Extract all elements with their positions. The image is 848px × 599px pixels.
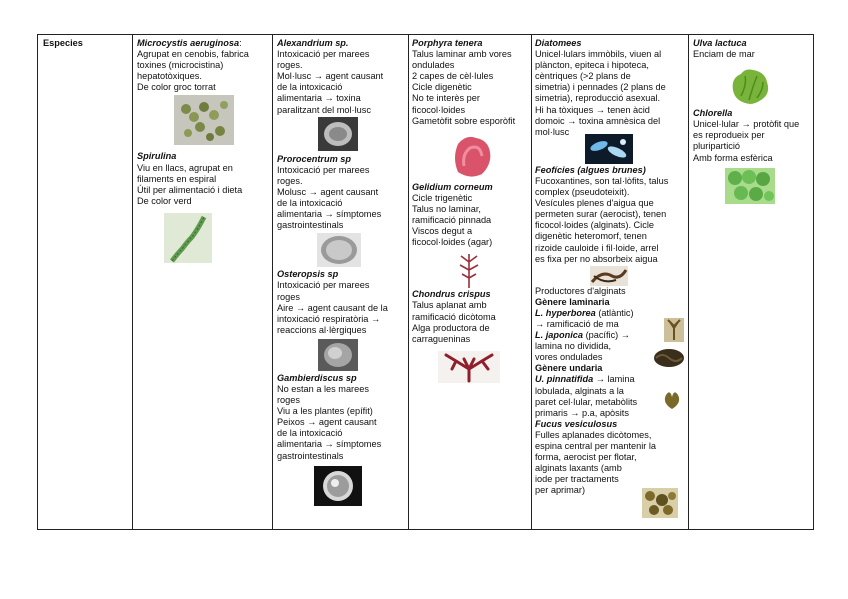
brown-line: complex (pseudoteixit). [535, 187, 630, 198]
dino-line: roges [277, 395, 300, 406]
brown-line: Vesícules plenes d'aigua que [535, 198, 654, 209]
fucus-line: espina central per mantenir la [535, 441, 657, 451]
pinnatifida-line: paret cel·lular, metabòlits [535, 396, 638, 407]
cyano-line: De color verd [137, 195, 192, 206]
diatom-line: Unicel·lulars immòbils, viuen al [535, 49, 662, 60]
microcystis-title: Microcystis aeruginosa [137, 38, 240, 48]
red-line: Cicle digenètic [412, 82, 472, 93]
diatom-line: mol·lusc [535, 126, 570, 137]
fucus-line: per aprimar) [535, 485, 586, 496]
osteropsis-photo [318, 339, 358, 371]
brown-line: es fixa per no absorbeix aigua [535, 253, 658, 264]
red-line: ficocol·loides (agar) [412, 237, 493, 248]
producers-label: Productores d'alginats [535, 285, 626, 296]
porphyra-photo [448, 130, 496, 180]
fucus-line: forma, aerocist per flotar, [535, 452, 637, 463]
fucus-line: Fulles aplanades dicòtomes, [535, 429, 652, 440]
red-line: Cicle trigenètic [412, 192, 473, 203]
column-divider [408, 35, 409, 529]
diatom-line: simetria) i pennades (2 plans de [535, 82, 666, 93]
red-line: Gametòfit sobre esporòfit [412, 115, 516, 126]
genus-undaria: Gènere undaria [535, 363, 603, 374]
column-divider [531, 35, 532, 529]
fucus-photo [642, 488, 678, 518]
diatomees-title: Diatomees [535, 38, 582, 48]
hyperborea-text: (atlàntic) [598, 307, 634, 318]
fucus-line: iode per tractaments [535, 474, 619, 485]
dino-line: roges. [277, 175, 303, 186]
diatom-line: plàncton, epiteca i hipoteca, [535, 60, 649, 71]
red-line: Talus no laminar, [412, 203, 481, 214]
green-line: es reprodueix per [693, 130, 765, 141]
ulva-photo [727, 66, 773, 106]
dino-line: Intoxicació per marees [277, 49, 370, 60]
brown-line: digenètic heteromorf, tenen [535, 231, 647, 242]
red-line: Talus laminar amb vores [412, 49, 512, 60]
diatom-line: cèntriques (>2 plans de [535, 71, 631, 82]
pinnatifida-title: U. pinnatifida [535, 374, 594, 385]
genus-laminaria: Gènere laminaria [535, 296, 610, 307]
prorocentrum-title: Prorocentrum sp [277, 153, 352, 164]
green-line: Enciam de mar [693, 49, 755, 60]
gelidium-photo [454, 250, 484, 288]
gambierdiscus-photo [314, 466, 362, 506]
brown-alga-photo [590, 266, 628, 286]
cyano-line: De color groc torrat [137, 82, 216, 93]
red-line: 2 capes de cèl·lules [412, 71, 494, 82]
dino-line: alimentaria → símptomes [277, 209, 382, 220]
microcystis-photo [174, 95, 234, 145]
brown-line: ficocol·loides (alginats). Cicle [535, 220, 654, 231]
cyano-line: Útil per alimentació i dieta [137, 184, 243, 195]
green-line: pluripartició [693, 141, 740, 152]
diatom-photo [585, 134, 633, 164]
dino-line: paralitzant del mol·lusc [277, 104, 371, 115]
dino-line: Peixos → agent causant [277, 417, 377, 428]
dino-line: roges. [277, 60, 303, 71]
fucus-line: alginats laxants (amb [535, 463, 622, 474]
brown-line: permeten surar (aerocist), tenen [535, 209, 667, 220]
laminaria-hyperborea-photo [664, 318, 684, 342]
column-divider [272, 35, 273, 529]
green-line: Amb forma esfèrica [693, 152, 773, 163]
dino-line: Mol·lusc → agent causant [277, 71, 384, 82]
title-suffix: : [239, 38, 242, 48]
cyanobacteria-column [137, 38, 270, 263]
spirulina-title: Spirulina [137, 151, 177, 162]
column-divider [688, 35, 689, 529]
red-line: ondulades [412, 60, 455, 71]
fucus-title: Fucus vesiculosus [535, 418, 618, 429]
red-line: Viscos degut a [412, 226, 473, 237]
diatom-line: domoic → toxina amnèsica del [535, 115, 661, 126]
cyano-line: Agrupat en cenobis, fabrica [137, 49, 249, 60]
hyperborea-title: L. hyperborea [535, 307, 596, 318]
diatom-line: Hi ha tòxiques → tenen àcid [535, 104, 650, 115]
red-line: ramificació pinnada [412, 215, 492, 226]
red-line: Alga productora de [412, 322, 490, 333]
dino-line: gastrointestinals [277, 220, 344, 231]
brown-line: rizoide cauloide i fil·loide, arrel [535, 242, 659, 253]
cyano-line: hepatotòxiques. [137, 71, 202, 82]
diatom-brown-column [535, 38, 687, 496]
alexandrium-title: Alexandrium sp. [277, 38, 349, 48]
chondrus-title: Chondrus crispus [412, 289, 491, 300]
dino-line: Intoxicació per marees [277, 280, 370, 291]
gelidium-title: Gelidium corneum [412, 181, 493, 192]
dino-line: reaccions al·lèrgiques [277, 324, 367, 335]
green-line: Unicel·lular → protòfit que [693, 119, 800, 130]
ulva-title: Ulva lactuca [693, 38, 747, 48]
dino-line: Intoxicació per marees [277, 164, 370, 175]
dino-line: de la intoxicació [277, 428, 343, 439]
pinnatifida-text: → lamina [595, 374, 635, 385]
dino-line: Aire → agent causant de la [277, 302, 388, 313]
feoficies-title: Feofícies (algues brunes) [535, 164, 646, 175]
header-especies: Especies [43, 38, 83, 48]
laminaria-japonica-photo [652, 346, 686, 370]
hyperborea-line: → ramificació de ma [535, 318, 619, 329]
cyano-line: toxines (microcistina) [137, 60, 224, 71]
osteropsis-title: Osteropsis sp [277, 269, 339, 280]
dino-line: de la intoxicació [277, 82, 343, 93]
pinnatifida-line: primaris → p.a, apòsits [535, 407, 629, 418]
diatom-line: simetria), reproducció asexual. [535, 93, 661, 104]
dino-line: alimentaria → símptomes [277, 439, 382, 450]
cyano-line: filaments en espiral [137, 173, 217, 184]
header-column [43, 38, 129, 49]
pinnatifida-row [535, 374, 687, 385]
red-line: No te interès per [412, 93, 480, 104]
red-line: ficocol·loides [412, 104, 466, 115]
dinoflagellate-column [277, 38, 407, 506]
prorocentrum-photo [317, 233, 361, 267]
column-divider [132, 35, 133, 529]
spirulina-photo [164, 213, 212, 263]
gambierdiscus-title: Gambierdiscus sp [277, 372, 357, 383]
japonica-text: (pacífic) → [585, 330, 630, 341]
dino-line: de la intoxicació [277, 198, 343, 209]
japonica-title: L. japonica [535, 330, 583, 341]
dino-line: gastrointestinals [277, 450, 344, 461]
brown-line: Fucoxantines, son tal·lòfits, talus [535, 175, 669, 186]
alexandrium-photo [318, 117, 358, 151]
porphyra-title: Porphyra tenera [412, 38, 483, 48]
pinnatifida-line: lobulada, alginats a la [535, 385, 624, 396]
dino-line: intoxicació respiratòria → [277, 313, 381, 324]
green-algae-column [693, 38, 813, 204]
japonica-line: lamina no dividida, [535, 341, 612, 352]
chlorella-title: Chlorella [693, 108, 733, 119]
japonica-line: vores ondulades [535, 352, 603, 363]
dino-line: No estan a les marees [277, 383, 369, 394]
dino-line: Viu a les plantes (epífit) [277, 406, 373, 417]
dino-line: alimentaria → toxina [277, 93, 361, 104]
red-line: carragueninas [412, 333, 471, 344]
species-table [37, 34, 814, 530]
red-algae-column [412, 38, 530, 383]
chlorella-photo [725, 168, 775, 204]
red-line: Talus aplanat amb [412, 300, 487, 311]
cyano-line: Viu en llacs, agrupat en [137, 162, 233, 173]
chondrus-photo [438, 351, 500, 383]
dino-line: roges [277, 291, 300, 302]
red-line: ramificació dicòtoma [412, 311, 496, 322]
dino-line: Molusc → agent causant [277, 186, 379, 197]
undaria-photo [660, 387, 684, 425]
microcystis-heading [137, 38, 270, 49]
